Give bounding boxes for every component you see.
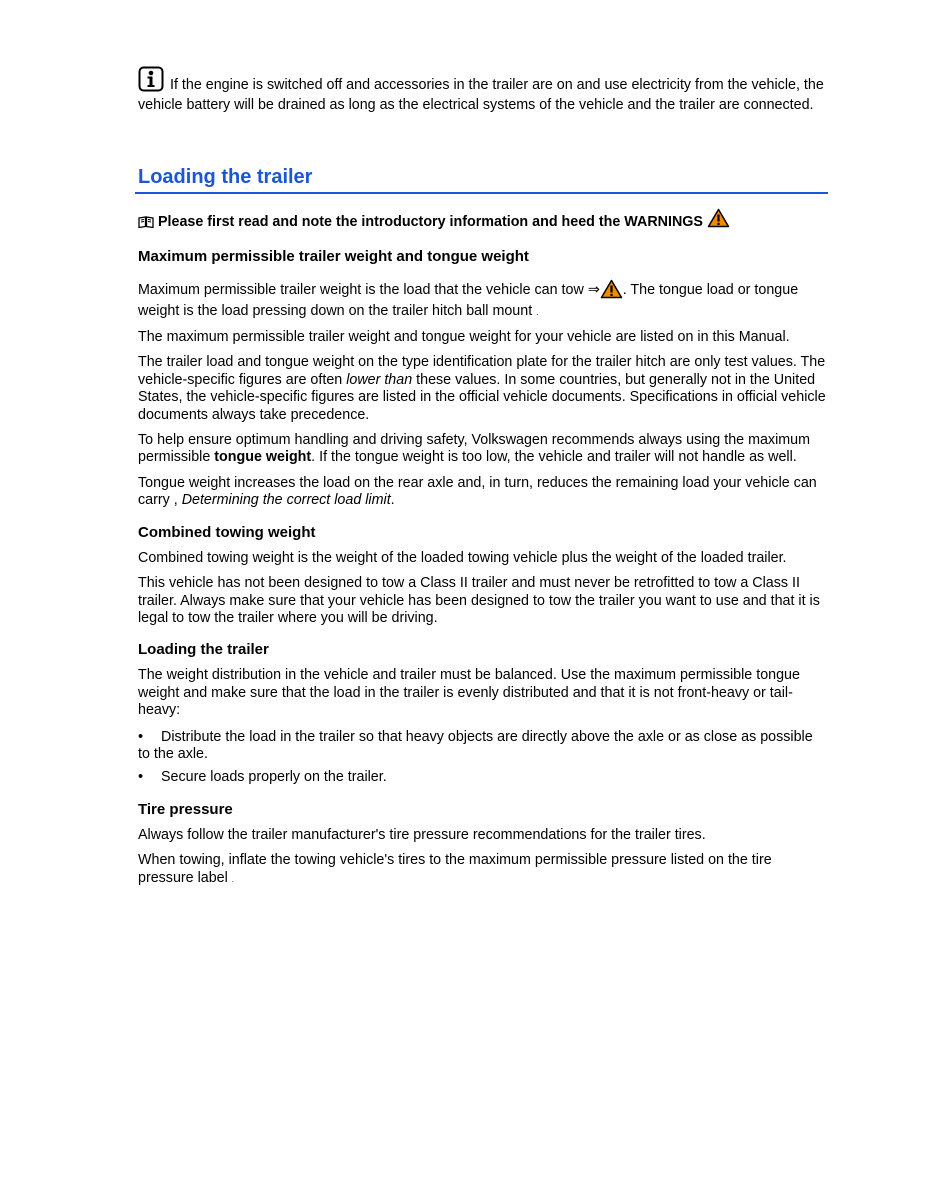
intro-text: Please first read and note the introductory information and heed the WARNINGS: [157, 213, 703, 230]
max-weight-p3-b: these values. In some countries, but generally not in the United States, the vehicle-specific figures are listed in the official vehicle documents. Specifications in official vehicle documents always take precedence.: [138, 371, 826, 423]
list-item-text: Distribute the load in the trailer so that heavy objects are directly above the axle or as close as possible to the axle.: [138, 728, 813, 762]
max-weight-p3: [138, 354, 828, 424]
list-item-text: Secure loads properly on the trailer.: [161, 769, 387, 786]
document-page: [138, 66, 828, 896]
heading-combined: Combined towing weight: [138, 523, 316, 541]
max-weight-p1-text-a: Maximum permissible trailer weight is the load that the vehicle can tow ⇒: [138, 282, 600, 299]
tire-p2: [138, 852, 828, 888]
info-note-text: If the engine is switched off and accessories in the trailer are on and use electricity from the vehicle, the vehicle battery will be drained as long as the electrical systems of the vehicle and the trailer are connected.: [138, 77, 824, 114]
bullet-marker: •: [138, 728, 144, 745]
max-weight-p1-text-b: . The tongue load or tongue weight is the load pressing down on the trailer hitch ball mount: [138, 282, 799, 319]
heading-tire: Tire pressure: [138, 800, 233, 818]
max-weight-p2: The maximum permissible trailer weight and tongue weight for your vehicle are listed on in this Manual.: [138, 329, 790, 346]
max-weight-p5-a: Tongue weight increases the load on the rear axle and, in turn, reduces the remaining load your vehicle can carry ,: [138, 474, 817, 509]
max-weight-p4-strong: tongue weight: [214, 449, 312, 466]
loading-p1: The weight distribution in the vehicle and trailer must be balanced. Use the maximum permissible tongue weight and make sure that the load in the trailer is evenly distributed and that it is not front-heavy or tail-heavy:: [138, 667, 800, 719]
max-weight-p5: [138, 475, 828, 510]
list-item: [138, 729, 828, 764]
max-weight-p5-b: .: [390, 492, 395, 509]
max-weight-p1-end: .: [536, 307, 539, 317]
max-weight-p5-em: Determining the correct load limit: [181, 492, 391, 509]
book-icon: [138, 214, 158, 230]
max-weight-p4-b: . If the tongue weight is too low, the vehicle and trailer will not handle as well.: [311, 449, 797, 466]
combined-p1: Combined towing weight is the weight of the loaded towing vehicle plus the weight of the loaded trailer.: [138, 549, 787, 566]
heading-max-weight: Maximum permissible trailer weight and tongue weight: [138, 248, 529, 266]
max-weight-p3-em: lower than: [346, 371, 413, 388]
combined-p2: This vehicle has not been designed to tow a Class II trailer and must never be retrofitted to tow a Class II trailer. Always make sure that your vehicle has been designed to tow the trailer you want to use and that it is legal to tow the trailer where you will be driving.: [138, 575, 820, 626]
warning-triangle-icon: [600, 285, 623, 301]
max-weight-p1: [138, 279, 828, 321]
section-title: Loading the trailer: [135, 166, 828, 194]
tire-p1: Always follow the trailer manufacturer's tire pressure recommendations for the trailer tires.: [138, 826, 706, 843]
heading-loading: Loading the trailer: [138, 641, 269, 659]
max-weight-p4-a: To help ensure optimum handling and driving safety, Volkswagen recommends always using the maximum permissible: [138, 432, 811, 466]
max-weight-p3-a: The trailer load and tongue weight on the type identification plate for the trailer hitch are only test values. The vehicle-specific figures are often: [138, 354, 826, 388]
loading-bullet-list: [138, 729, 828, 787]
tire-p2-end: .: [231, 874, 235, 884]
warning-triangle-icon: [707, 214, 730, 230]
tire-p2-text: When towing, inflate the towing vehicle's tires to the maximum permissible pressure listed on the tire pressure label: [138, 852, 772, 886]
max-weight-p4: [138, 432, 828, 467]
intro-line: [138, 208, 828, 231]
info-icon: [138, 66, 164, 97]
info-note: [138, 66, 828, 115]
bullet-marker: •: [138, 769, 144, 786]
list-item: [138, 769, 828, 786]
